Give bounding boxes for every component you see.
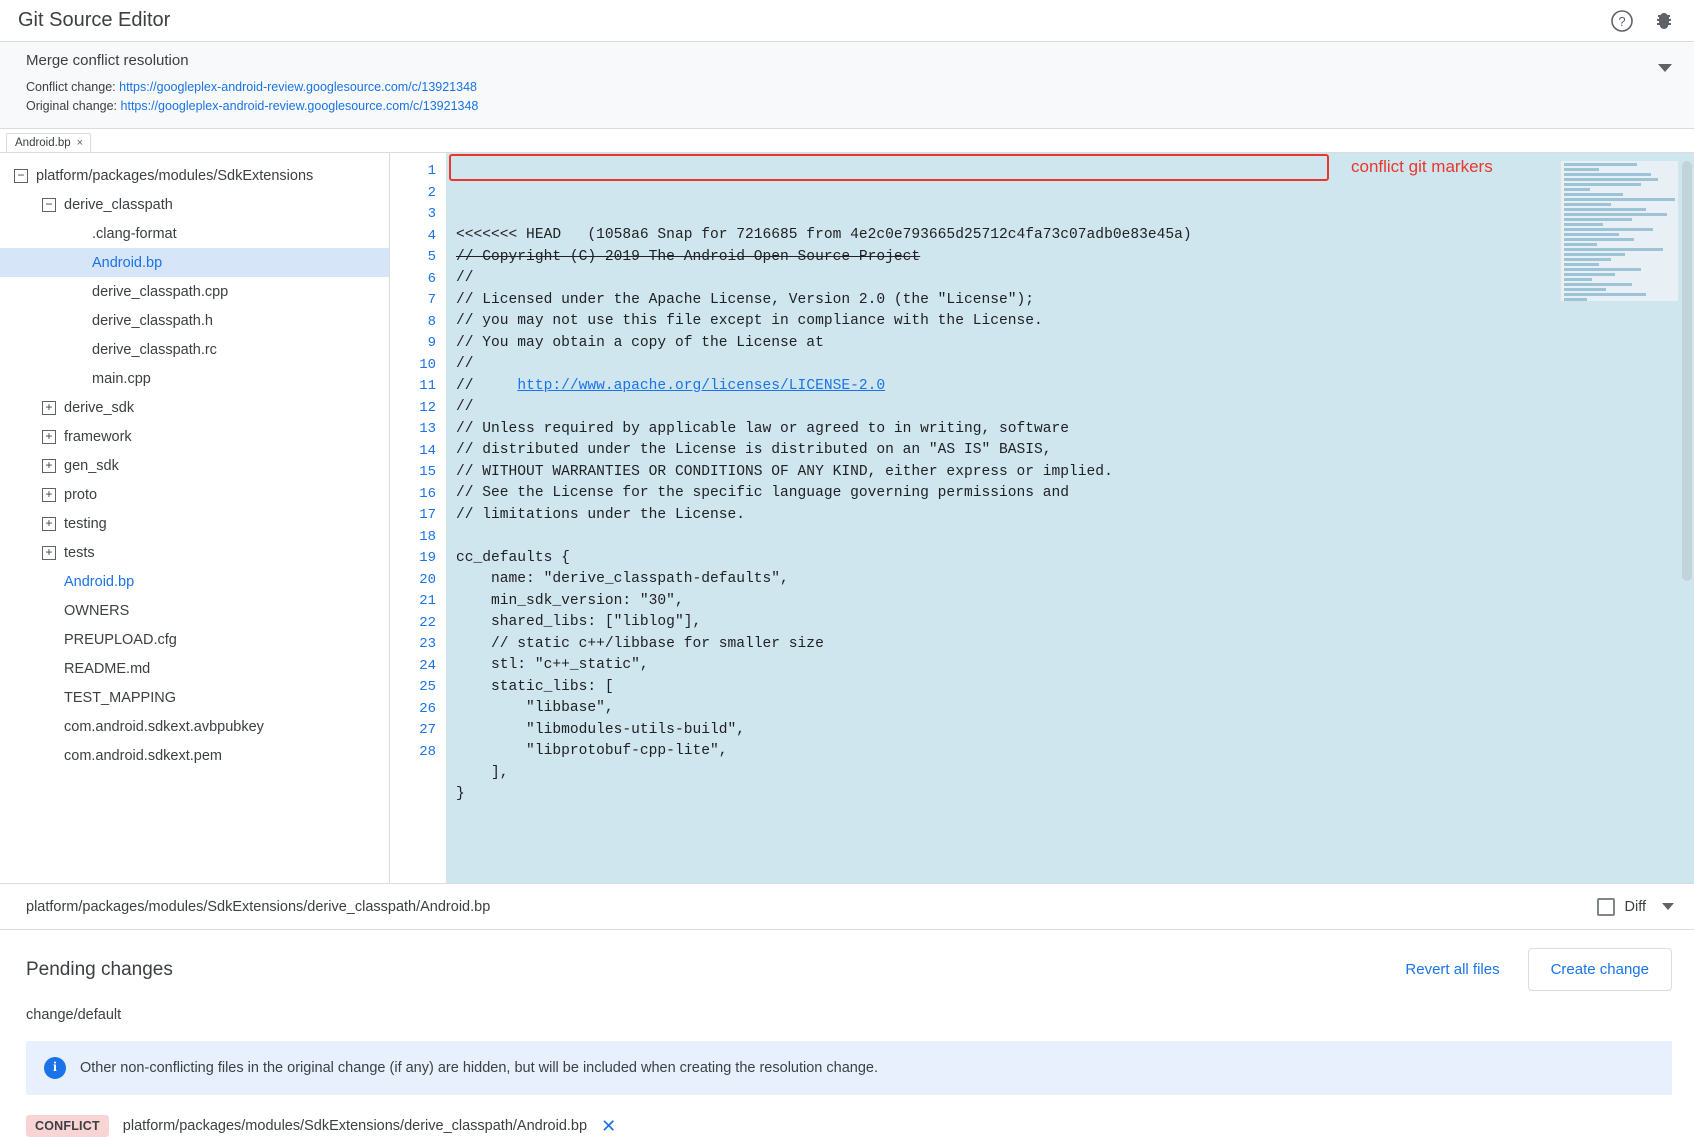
line-number: 28: [419, 743, 436, 760]
line-number: 6: [427, 270, 436, 287]
conflict-annotation: conflict git markers: [1351, 157, 1493, 176]
line-number: 23: [419, 636, 436, 652]
code-line: //: [456, 399, 474, 415]
line-number: 10: [419, 356, 436, 373]
tree-item[interactable]: [0, 683, 389, 712]
collapse-icon[interactable]: −: [14, 169, 28, 183]
line-number: 13: [419, 421, 436, 437]
conflict-marker-highlight: [449, 154, 1329, 181]
original-change-label: Original change:: [26, 99, 118, 113]
minimap-line: [1564, 178, 1658, 181]
minimap-line: [1564, 208, 1646, 211]
merge-conflict-heading: Merge conflict resolution: [26, 52, 189, 69]
expand-icon[interactable]: +: [42, 546, 56, 560]
create-change-button[interactable]: Create change: [1528, 948, 1672, 991]
info-icon: i: [44, 1057, 66, 1079]
tree-item[interactable]: [0, 335, 389, 364]
bug-icon[interactable]: [1652, 9, 1676, 33]
tree-item-label: Android.bp: [92, 254, 163, 271]
minimap-line: [1564, 243, 1597, 246]
code-line: // limitations under the License.: [456, 506, 746, 523]
conflict-file-row: [26, 1095, 1672, 1137]
file-path-bar: [0, 884, 1694, 930]
minimap-line: [1564, 293, 1646, 296]
code-line: [446, 526, 1694, 548]
collapse-icon[interactable]: −: [42, 198, 56, 212]
tree-item-label: derive_sdk: [64, 399, 135, 416]
line-number: 3: [427, 206, 436, 222]
minimap-line: [1564, 298, 1587, 301]
close-icon[interactable]: ×: [76, 136, 84, 149]
tree-item-label: gen_sdk: [64, 457, 119, 474]
line-number: 17: [419, 507, 436, 523]
tree-item[interactable]: [0, 161, 389, 190]
line-number: 8: [427, 313, 436, 330]
code-line: //: [456, 270, 474, 286]
expand-icon[interactable]: +: [42, 517, 56, 531]
minimap-line: [1564, 188, 1590, 191]
diff-options-caret-icon[interactable]: [1662, 903, 1674, 910]
code-line: // static c++/libbase for smaller size: [456, 635, 824, 652]
code-line: // Copyright (C) 2019 The Android Open Source Project: [456, 248, 921, 265]
code-line: stl: "c++_static",: [456, 657, 649, 673]
code-line: "libbase",: [456, 700, 614, 716]
tree-item[interactable]: [0, 538, 389, 567]
tree-item-label: proto: [64, 486, 98, 503]
info-banner: [26, 1041, 1672, 1095]
tree-item-label: testing: [64, 515, 107, 532]
status-badge: CONFLICT: [26, 1115, 109, 1137]
minimap-line: [1564, 273, 1615, 276]
code-line: [446, 806, 1694, 828]
code-pane: [390, 153, 1694, 883]
tree-item[interactable]: [0, 306, 389, 335]
minimap-line: [1564, 198, 1675, 201]
tree-item[interactable]: [0, 422, 389, 451]
tree-item-label: com.android.sdkext.pem: [64, 747, 222, 764]
svg-text:?: ?: [1618, 13, 1626, 29]
line-number: 14: [419, 442, 436, 459]
minimap-line: [1564, 278, 1592, 281]
tree-item-label: derive_classpath.cpp: [92, 283, 229, 300]
tab-android-bp[interactable]: [6, 133, 91, 152]
code-line: //: [456, 356, 474, 372]
minimap-line: [1564, 238, 1634, 241]
code-line: // Unless required by applicable law or agreed to in writing, software: [456, 420, 1070, 437]
license-url-link[interactable]: http://www.apache.org/licenses/LICENSE-2.0: [517, 377, 886, 394]
code-line: // You may obtain a copy of the License at: [456, 334, 824, 351]
tree-item-label: tests: [64, 544, 95, 561]
minimap-line: [1564, 183, 1641, 186]
titlebar-icons: [1610, 9, 1676, 33]
minimap-line: [1564, 218, 1632, 221]
code-line: <<<<<<< HEAD (1058a6 Snap for 7216685 from 4e2c0e793665d25712c4fa73c07adb0e83e45a): [456, 227, 1192, 243]
info-banner-text: Other non-conflicting files in the original change (if any) are hidden, but will be included when creating the resolution change.: [80, 1060, 878, 1076]
tree-item-label: derive_classpath.rc: [92, 341, 217, 358]
tree-item[interactable]: [0, 480, 389, 509]
conflict-file-path: platform/packages/modules/SdkExtensions/derive_classpath/Android.bp: [122, 1118, 588, 1134]
line-number-gutter: [390, 153, 446, 883]
tree-item[interactable]: [0, 393, 389, 422]
code-line: cc_defaults {: [456, 549, 570, 566]
minimap-line: [1564, 283, 1632, 286]
file-tree[interactable]: [0, 153, 390, 883]
tree-item[interactable]: [0, 741, 389, 770]
tree-item-label: PREUPLOAD.cfg: [64, 631, 177, 648]
code-line: // WITHOUT WARRANTIES OR CONDITIONS OF ANY KIND, either express or implied.: [456, 463, 1113, 480]
line-number: 2: [427, 184, 436, 201]
line-number: 20: [419, 571, 436, 588]
help-icon[interactable]: [1610, 9, 1634, 33]
revert-all-files-button[interactable]: Revert all files: [1391, 951, 1513, 988]
line-number: 11: [419, 378, 436, 394]
line-number: 21: [419, 593, 436, 609]
tree-item-label: README.md: [64, 660, 151, 677]
minimap-line: [1564, 213, 1667, 216]
line-number: 16: [419, 485, 436, 502]
tree-item[interactable]: [0, 712, 389, 741]
code-line: name: "derive_classpath-defaults",: [456, 571, 789, 587]
code-line: // Licensed under the Apache License, Version 2.0 (the "License");: [456, 291, 1035, 308]
vertical-scrollbar[interactable]: [1682, 161, 1692, 581]
minimap-line: [1564, 223, 1603, 226]
page-title: Git Source Editor: [18, 9, 171, 31]
expand-icon[interactable]: +: [42, 401, 56, 415]
tree-item[interactable]: [0, 567, 389, 596]
tree-item[interactable]: [0, 654, 389, 683]
diff-checkbox[interactable]: [1597, 898, 1615, 916]
minimap-line: [1564, 233, 1619, 236]
pending-changes-title: Pending changes: [26, 958, 173, 980]
line-number: 1: [427, 163, 436, 179]
line-number: 5: [427, 249, 436, 265]
tree-item-label: platform/packages/modules/SdkExtensions: [36, 167, 314, 184]
line-number: 4: [427, 227, 436, 244]
tree-item-label: com.android.sdkext.avbpubkey: [64, 718, 264, 735]
conflict-change-row: [26, 78, 1676, 97]
minimap-line: [1564, 258, 1611, 261]
expand-icon[interactable]: +: [42, 430, 56, 444]
expand-icon[interactable]: +: [42, 459, 56, 473]
code-line: // distributed under the License is distributed on an "AS IS" BASIS,: [456, 442, 1052, 458]
tree-item[interactable]: [0, 190, 389, 219]
tree-item-label: framework: [64, 428, 132, 445]
original-change-row: [26, 97, 1676, 116]
diff-label: Diff: [1624, 898, 1646, 915]
code-line: // you may not use this file except in compliance with the License.: [456, 313, 1043, 329]
line-number: 9: [427, 335, 436, 351]
tree-item-label: TEST_MAPPING: [64, 689, 176, 706]
remove-conflict-file-icon[interactable]: ✕: [601, 1116, 617, 1136]
minimap-line: [1564, 163, 1637, 166]
tree-item[interactable]: [0, 277, 389, 306]
title-bar: [0, 0, 1694, 42]
tree-item-label: main.cpp: [92, 370, 151, 387]
tree-item-label: Android.bp: [64, 573, 135, 590]
tree-item[interactable]: [0, 219, 389, 248]
code-line: ],: [456, 764, 509, 781]
tree-item-label: OWNERS: [64, 602, 130, 619]
minimap-line: [1564, 268, 1641, 271]
line-number: 26: [419, 700, 436, 717]
minimap-line: [1564, 228, 1653, 231]
minimap-line: [1564, 248, 1663, 251]
code-line: shared_libs: ["liblog"],: [456, 614, 702, 630]
change-default-label: change/default: [26, 1007, 122, 1023]
editor-body: [0, 153, 1694, 884]
merge-conflict-header: [0, 42, 1694, 129]
line-number: 15: [419, 464, 436, 480]
minimap-line: [1564, 253, 1625, 256]
tree-item-label: .clang-format: [92, 225, 177, 242]
conflict-change-label: Conflict change:: [26, 80, 116, 94]
code-line: static_libs: [: [456, 678, 614, 695]
collapse-header-caret-icon[interactable]: [1658, 64, 1672, 72]
line-number: 27: [419, 722, 436, 738]
line-number: 25: [419, 679, 436, 695]
tree-item[interactable]: [0, 451, 389, 480]
original-change-link[interactable]: https://googleplex-android-review.googlesource.com/c/13921348: [120, 99, 479, 113]
code-line: min_sdk_version: "30",: [456, 592, 684, 609]
tree-item[interactable]: [0, 364, 389, 393]
minimap-line: [1564, 203, 1611, 206]
code-minimap[interactable]: [1560, 161, 1678, 301]
line-number: 12: [419, 399, 436, 416]
line-number: 24: [419, 657, 436, 674]
minimap-line: [1564, 168, 1599, 171]
tree-item[interactable]: [0, 625, 389, 654]
code-content[interactable]: [446, 153, 1694, 883]
line-number: 18: [419, 528, 436, 545]
tree-item[interactable]: [0, 596, 389, 625]
diff-toggle[interactable]: [1597, 898, 1647, 916]
tab-label: Android.bp: [15, 137, 71, 149]
line-number: 7: [427, 292, 436, 308]
expand-icon[interactable]: +: [42, 488, 56, 502]
code-line: "libprotobuf-cpp-lite",: [456, 743, 728, 759]
code-line: // http://www.apache.org/licenses/LICENSE-2.0: [456, 377, 886, 394]
minimap-line: [1564, 288, 1606, 291]
pending-changes-header: [26, 948, 1672, 991]
line-number: 19: [419, 550, 436, 566]
tree-item[interactable]: [0, 509, 389, 538]
code-line: // See the License for the specific language governing permissions and: [456, 485, 1070, 501]
line-number: 22: [419, 614, 436, 631]
code-line: }: [456, 786, 465, 802]
editor-tab-strip: [0, 129, 1694, 153]
minimap-line: [1564, 173, 1651, 176]
minimap-line: [1564, 263, 1599, 266]
conflict-change-link[interactable]: https://googleplex-android-review.googlesource.com/c/13921348: [119, 80, 477, 94]
tree-item-label: derive_classpath.h: [92, 312, 213, 329]
minimap-line: [1564, 193, 1623, 196]
code-line: "libmodules-utils-build",: [456, 721, 746, 738]
tree-item-label: derive_classpath: [64, 196, 173, 213]
tree-item[interactable]: [0, 248, 389, 277]
file-path: platform/packages/modules/SdkExtensions/derive_classpath/Android.bp: [26, 898, 491, 915]
pending-changes-section: [0, 930, 1694, 1137]
